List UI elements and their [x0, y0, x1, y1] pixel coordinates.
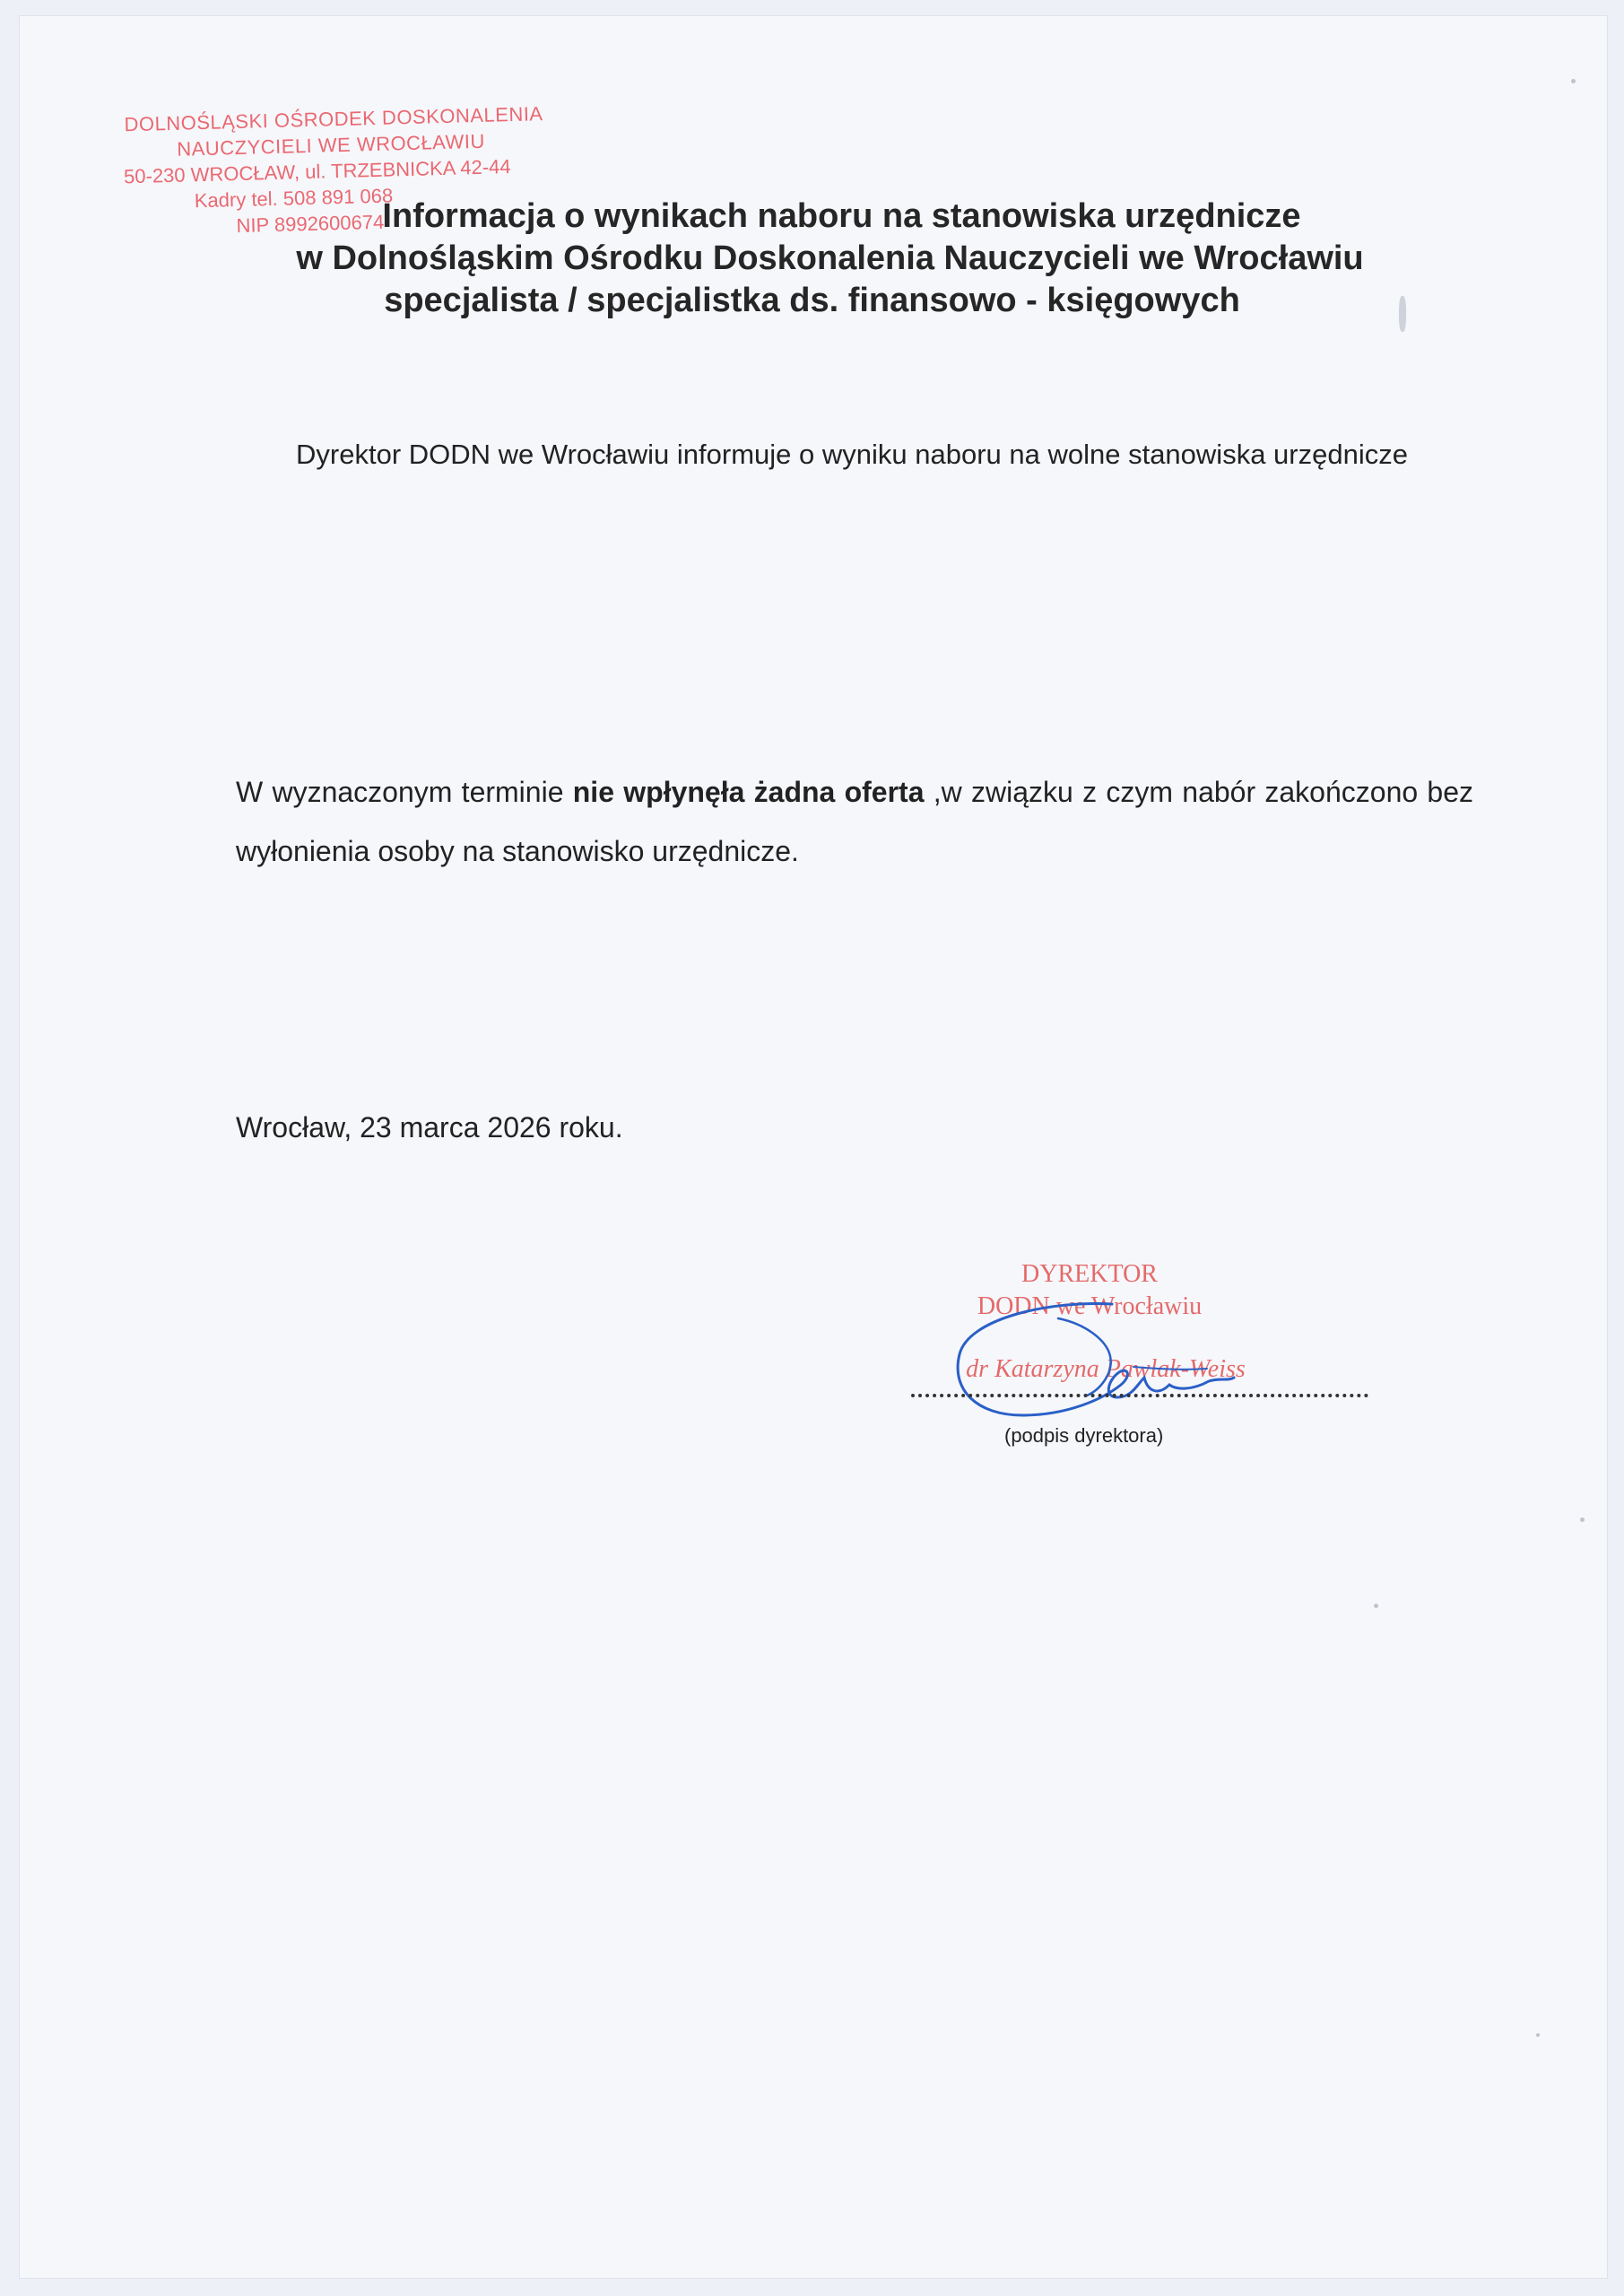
scan-speck: [1374, 1604, 1378, 1608]
result-highlight: nie wpłynęła żadna oferta: [572, 776, 925, 808]
document-title: [0, 196, 1624, 322]
stamp-line-institution: DOLNOŚLĄSKI OŚRODEK DOSKONALENIA: [124, 102, 543, 136]
signature-line: [911, 1388, 1368, 1397]
signature-caption: (podpis dyrektora): [1004, 1424, 1164, 1447]
stamp-line-address: 50-230 WROCŁAW, ul. TRZEBNICKA 42-44: [123, 155, 511, 188]
title-line-3: specjalista / specjalistka ds. finansowo - księgowych: [384, 282, 1240, 319]
scan-speck: [1536, 2033, 1540, 2037]
result-paragraph: [236, 762, 1473, 881]
title-line-1: Informacja o wynikach naboru na stanowiska urzędnicze: [382, 197, 1301, 235]
place-and-date: Wrocław, 23 marca 2026 roku.: [236, 1111, 623, 1144]
intro-paragraph: Dyrektor DODN we Wrocławiu informuje o wyniku naboru na wolne stanowiska urzędnicze: [296, 439, 1408, 470]
title-line-2: w Dolnośląskim Ośrodku Doskonalenia Nauczycieli we Wrocławiu: [296, 239, 1364, 277]
result-text-after: ,w związku z czym nabór zakończono bez wyłonienia osoby na stanowisko urzędnicze.: [236, 776, 1474, 867]
stamp-line-phone: Kadry tel. 508 891 068: [194, 184, 394, 213]
result-text-before: W wyznaczonym terminie: [236, 776, 573, 808]
stamp-line-teachers: NAUCZYCIELI WE WROCŁAWIU: [176, 129, 486, 161]
scan-speck: [1399, 296, 1406, 332]
scan-speck: [1571, 79, 1576, 83]
director-stamp-title: DYREKTOR: [1021, 1260, 1158, 1288]
scan-speck: [1580, 1518, 1585, 1522]
stamp-line-nip: NIP 8992600674: [236, 210, 385, 238]
director-stamp-unit: DODN we Wrocławiu: [977, 1292, 1203, 1320]
director-stamp-name: dr Katarzyna Pawlak-Weiss: [966, 1355, 1246, 1383]
